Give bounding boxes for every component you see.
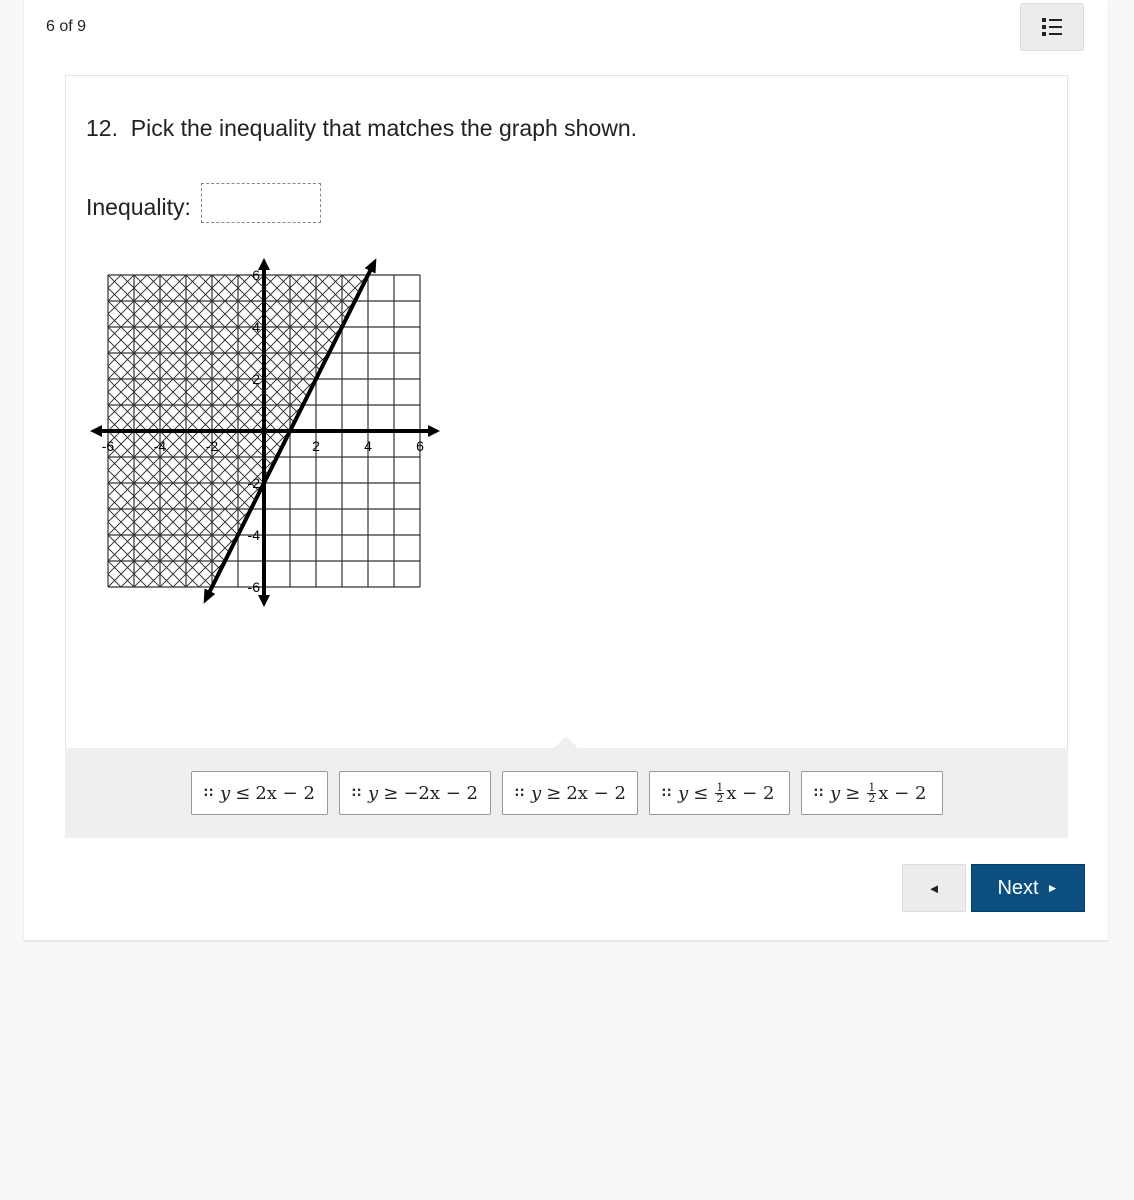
choice-rest: x − 2: [429, 782, 478, 804]
y-tick-label: 4: [252, 319, 260, 335]
choice-relation: ≥: [845, 782, 861, 804]
choice-rest: x − 2: [577, 782, 626, 804]
choice-coefficient: −2: [403, 782, 430, 804]
inequality-graph: [88, 256, 444, 618]
y-tick-label: -4: [247, 527, 260, 543]
drag-handle-icon: ∷: [814, 785, 823, 801]
next-button[interactable]: [971, 864, 1085, 912]
drag-handle-icon: ∷: [662, 785, 671, 801]
y-tick-label: -6: [247, 579, 260, 595]
choice-rest: x − 2: [878, 782, 927, 804]
y-tick-label: 6: [252, 267, 260, 283]
previous-arrow-icon: ◄: [927, 880, 941, 896]
choice-relation: ≤: [235, 782, 251, 804]
choice-coefficient: 2: [566, 782, 578, 804]
x-tick-label: 6: [416, 438, 424, 454]
fraction-denominator: 2: [716, 791, 724, 805]
answer-label: Inequality:: [86, 194, 191, 220]
x-tick-label: -2: [205, 438, 219, 454]
fraction-denominator: 2: [868, 791, 876, 805]
previous-button[interactable]: [902, 864, 966, 912]
choice-fraction: [867, 780, 876, 805]
choice-lhs: y: [220, 782, 231, 804]
choice-chip[interactable]: [191, 771, 328, 815]
choice-relation: ≤: [693, 782, 709, 804]
tray-pointer: [554, 736, 578, 748]
progress-indicator: 6 of 9: [46, 18, 87, 35]
x-tick-label: -4: [153, 438, 167, 454]
answer-drop-zone[interactable]: [201, 183, 321, 223]
choice-lhs: y: [368, 782, 379, 804]
choice-lhs: y: [830, 782, 841, 804]
fraction-numerator: 1: [716, 780, 724, 794]
drag-handle-icon: ∷: [204, 785, 213, 801]
y-axis-down-arrow-icon: [258, 595, 270, 607]
y-tick-label: 2: [252, 371, 260, 387]
choice-coefficient: 2: [255, 782, 267, 804]
question-text: [86, 115, 637, 142]
choice-chip[interactable]: [649, 771, 790, 815]
fraction-numerator: 1: [868, 780, 876, 794]
question-list-button[interactable]: [1020, 3, 1084, 51]
next-arrow-icon: ►: [1046, 881, 1059, 895]
choice-relation: ≥: [383, 782, 399, 804]
choice-fraction: [715, 780, 724, 805]
x-tick-label: -6: [101, 438, 115, 454]
choice-rest: x − 2: [266, 782, 315, 804]
list-icon: [1041, 16, 1063, 38]
question-number: 12.: [86, 115, 118, 141]
y-tick-label: -2: [247, 475, 260, 491]
choice-rest: x − 2: [726, 782, 775, 804]
choice-lhs: y: [531, 782, 542, 804]
x-axis-left-arrow-icon: [90, 425, 102, 437]
question-prompt: Pick the inequality that matches the graph shown.: [130, 115, 638, 141]
drag-handle-icon: ∷: [515, 785, 524, 801]
choice-lhs: y: [678, 782, 689, 804]
choice-chip[interactable]: [801, 771, 943, 815]
next-button-label: Next: [997, 876, 1039, 899]
choice-chip[interactable]: [339, 771, 491, 815]
choice-chip[interactable]: [502, 771, 638, 815]
x-tick-label: 4: [364, 438, 372, 454]
drag-handle-icon: ∷: [352, 785, 361, 801]
x-tick-label: 2: [312, 438, 320, 454]
x-axis-right-arrow-icon: [428, 425, 440, 437]
choice-relation: ≥: [546, 782, 562, 804]
